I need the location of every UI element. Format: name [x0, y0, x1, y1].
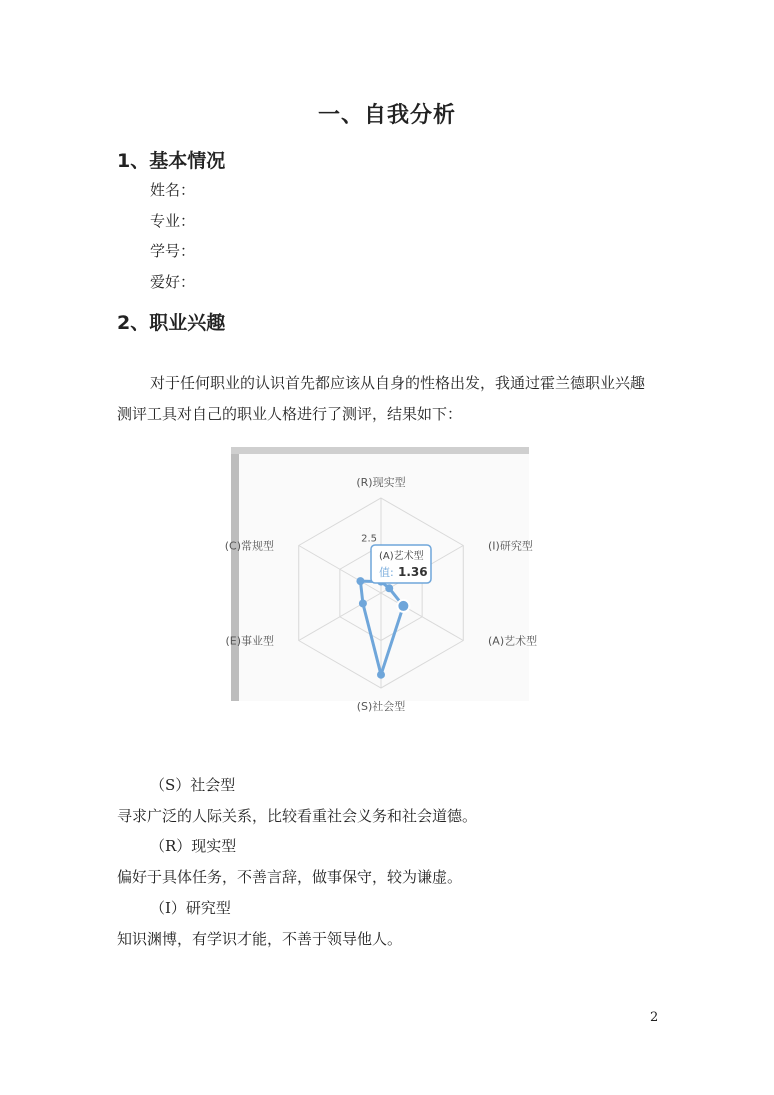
- radar-axis-label-1: (R)现实型: [356, 476, 406, 489]
- radar-tooltip-value-label: 值:: [379, 566, 394, 579]
- radar-point-5: [359, 599, 367, 607]
- page-title: 一、自我分析: [317, 103, 456, 128]
- radar-point-3: [397, 600, 409, 612]
- paragraph-line-2: 测评工具对自己的职业人格进行了测评，结果如下：: [117, 405, 463, 423]
- radar-tooltip-value: 1.36: [398, 565, 428, 579]
- field-hobby-label: 爱好：: [150, 273, 196, 291]
- radar-tooltip-category: (A)艺术型: [379, 551, 424, 562]
- radar-axis-label-6: (C)常规型: [224, 539, 274, 553]
- radar-axis-label-4: (S)社会型: [356, 700, 406, 713]
- field-name-label: 姓名：: [150, 181, 196, 199]
- result-type-realistic: （R）现实型: [150, 837, 237, 855]
- radar-axis-label-5: (E)事业型: [225, 634, 274, 648]
- radar-svg: [224, 447, 538, 713]
- result-desc-realistic: 偏好于具体任务，不善言辞，做事保守，较为谦虚。: [117, 868, 463, 886]
- page-number: 2: [650, 1010, 659, 1025]
- radar-axis-label-2: (I)研究型: [488, 539, 533, 553]
- paragraph-line-1: 对于任何职业的认识首先都应该从自身的性格出发，我通过霍兰德职业兴趣: [150, 374, 646, 392]
- result-type-investigative: （I）研究型: [150, 899, 231, 917]
- radar-grid-label: 2.5: [361, 533, 377, 545]
- radar-point-6: [356, 577, 364, 585]
- radar-point-2: [385, 584, 393, 592]
- radar-axis-label-3: (A)艺术型: [488, 634, 538, 648]
- section-heading-basic-info: 1、基本情况: [117, 150, 226, 172]
- radar-series-line: [360, 581, 403, 675]
- result-type-social: （S）社会型: [150, 776, 236, 794]
- result-desc-investigative: 知识渊博，有学识才能，不善于领导他人。: [117, 930, 403, 948]
- field-major-label: 专业：: [150, 212, 196, 230]
- field-student-id-label: 学号：: [150, 242, 196, 260]
- holland-radar-chart: [224, 447, 538, 713]
- section-heading-career-interest: 2、职业兴趣: [117, 312, 226, 334]
- radar-point-4: [377, 671, 385, 679]
- result-desc-social: 寻求广泛的人际关系，比较看重社会义务和社会道德。: [117, 807, 478, 825]
